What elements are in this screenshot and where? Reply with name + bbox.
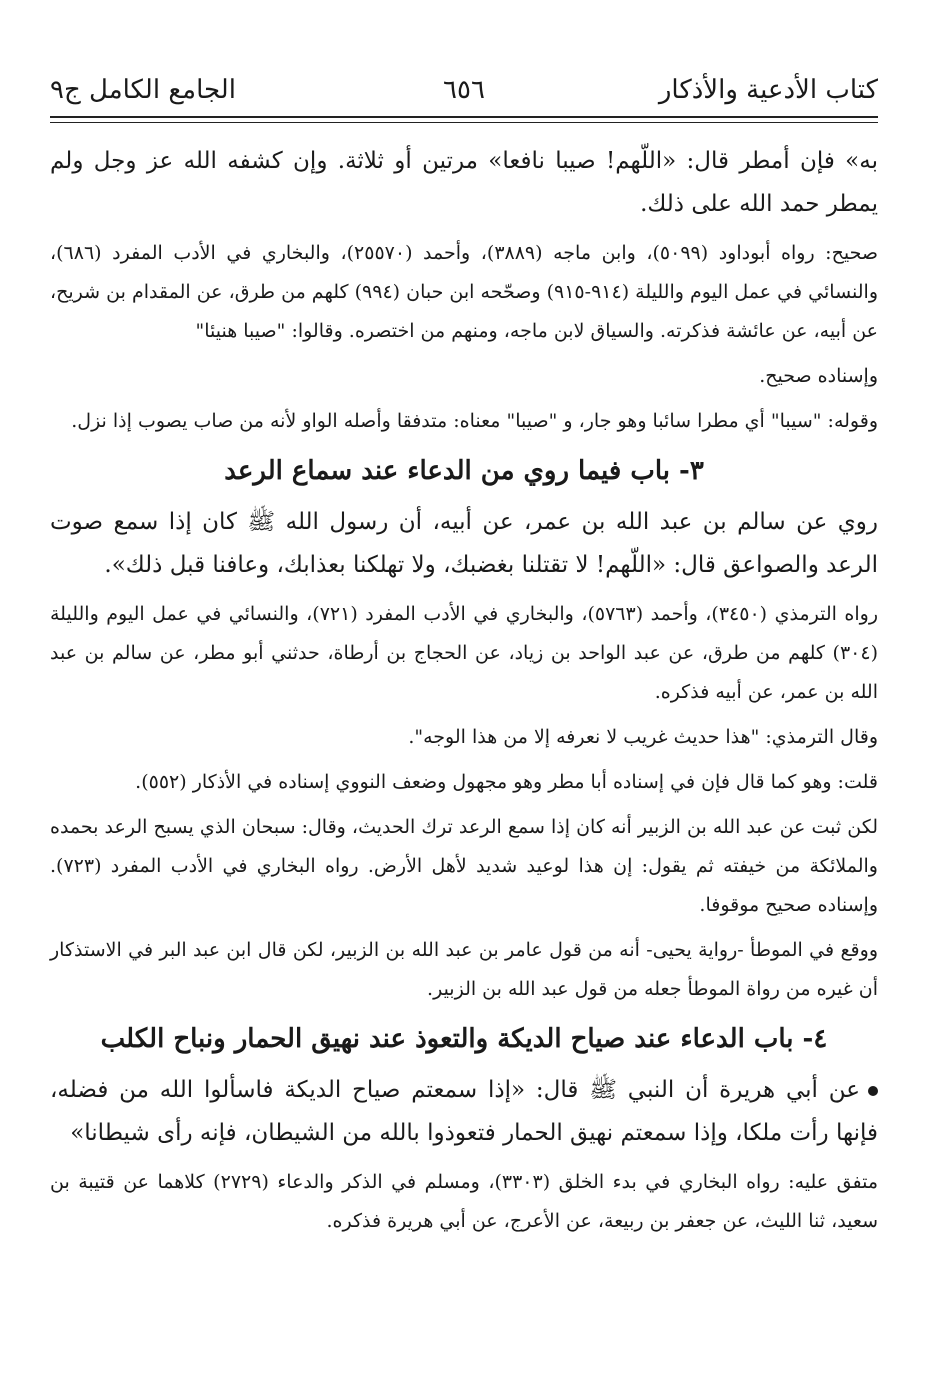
ibn-zubair-report: لكن ثبت عن عبد الله بن الزبير أنه كان إذا سمع الرعد ترك الحديث، وقال: سبحان الذي يسبح الرعد بحمده والملائكة من خيفته ثم يقول: إن هذا لوعيد شديد لأهل الأرض. رواه البخاري في الأدب المفرد (٧٢٣). وإسناده صحيح موقوفا.: [50, 816, 878, 916]
chapter-heading-3: ٣- باب فيما روي من الدعاء عند سماع الرعد: [224, 456, 704, 486]
book-title: كتاب الأدعية والأذكار: [658, 75, 878, 105]
header-rule-thick: [50, 116, 878, 118]
chapter-heading-4: ٤- باب الدعاء عند صياح الديكة والتعوذ عند نهيق الحمار ونباح الكلب: [100, 1024, 828, 1054]
page-number: ٦٥٦: [443, 75, 485, 105]
isnad-grade: وإسناده صحيح.: [759, 365, 878, 387]
tirmidhi-comment: وقال الترمذي: "هذا حديث غريب لا نعرفه إلا من هذا الوجه".: [408, 726, 878, 748]
takhrij-note-thunder: رواه الترمذي (٣٤٥٠)، وأحمد (٥٧٦٣)، والبخاري في الأدب المفرد (٧٢١)، والنسائي في عمل اليوم والليلة (٣٠٤) كلهم من طرق، عن عبد الواحد بن زياد، عن الحجاج بن أرطاة، حدثني أبو مطر، عن سالم بن عبد الله بن عمر، عن أبيه فذكره.: [50, 603, 878, 703]
hadith-text-rooster: [50, 1069, 878, 1155]
header-rule-thin: [50, 122, 878, 123]
collection-volume: الجامع الكامل ج٩: [50, 75, 236, 105]
author-comment: قلت: وهو كما قال فإن في إسناده أبا مطر وهو مجهول وضعف النووي إسناده في الأذكار (٥٥٢).: [135, 771, 878, 793]
running-header: [50, 70, 878, 110]
takhrij-note-rooster: متفق عليه: رواه البخاري في بدء الخلق (٣٣٠٣)، ومسلم في الذكر والدعاء (٢٧٢٩) كلاهما عن قتيبة بن سعيد، ثنا الليث، عن جعفر بن ربيعة، عن الأعرج، عن أبي هريرة فذكره.: [50, 1171, 878, 1232]
explanation-note: وقوله: "سيبا" أي مطرا سائبا وهو جار، و "صيبا" معناه: متدفقا وأصله الواو لأنه من صاب يصوب إذا نزل.: [71, 410, 878, 432]
hadith-text-continuation: به» فإن أمطر قال: «اللّهم! صيبا نافعا» مرتين أو ثلاثة. وإن كشفه الله عز وجل ولم يمطر حمد الله على ذلك.: [50, 148, 878, 217]
hadith-text-thunder: روي عن سالم بن عبد الله بن عمر، عن أبيه، أن رسول الله ﷺ كان إذا سمع صوت الرعد والصواعق قال: «اللّهم! لا تقتلنا بغضبك، ولا تهلكنا بعذابك، وعافنا قبل ذلك».: [50, 509, 878, 578]
muwatta-note: ووقع في الموطأ -رواية يحيى- أنه من قول عامر بن عبد الله بن الزبير، لكن قال ابن عبد البر في الاستذكار أن غيره من رواة الموطأ جعله من قول عبد الله بن الزبير.: [50, 939, 878, 1000]
page-body: [50, 140, 878, 1247]
bullet-icon: [868, 1086, 878, 1096]
takhrij-note: صحيح: رواه أبوداود (٥٠٩٩)، وابن ماجه (٣٨٨٩)، وأحمد (٢٥٥٧٠)، والبخاري في الأدب المفرد (٦٨٦)، والنسائي في عمل اليوم والليلة (٩١٤-٩١٥) وصحّحه ابن حبان (٩٩٤) كلهم من طرق، عن المقدام بن شريح، عن أبيه، عن عائشة فذكرته. والسياق لابن ماجه، ومنهم من اختصره. وقالوا: "صيبا هنيئا": [50, 242, 879, 342]
hadith-text-rooster-body: عن أبي هريرة أن النبي ﷺ قال: «إذا سمعتم صياح الديكة فاسألوا الله من فضله، فإنها رأت ملكا، وإذا سمعتم نهيق الحمار فتعوذوا بالله من الشيطان، فإنه رأى شيطانا»: [50, 1077, 878, 1146]
